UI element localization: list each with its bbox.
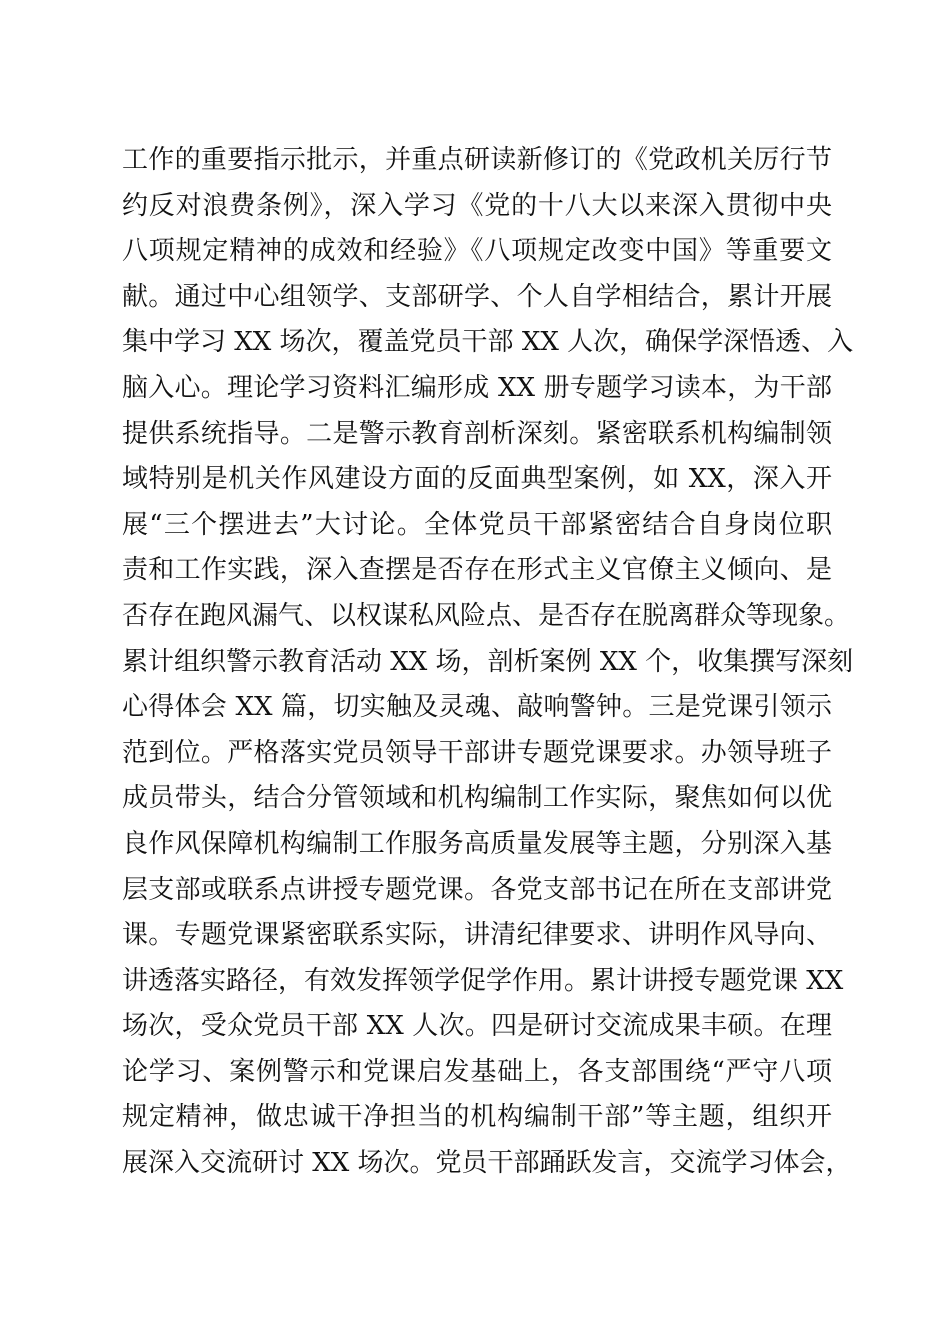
text-line: 论学习、案例警示和党课启发基础上，各支部围绕“严守八项 — [122, 1056, 832, 1087]
text-line: 良作风保障机构编制工作服务高质量发展等主题，分别深入基 — [122, 828, 832, 859]
text-line: 责和工作实践，深入查摆是否存在形式主义官僚主义倾向、是 — [122, 555, 832, 586]
text-line: 范到位。严格落实党员领导干部讲专题党课要求。办领导班子 — [122, 737, 832, 768]
text-line: 八项规定精神的成效和经验》《八项规定改变中国》等重要文 — [122, 236, 832, 267]
text-line: 集中学习 XX 场次，覆盖党员干部 XX 人次，确保学深悟透、入 — [122, 327, 854, 358]
text-line: 约反对浪费条例》，深入学习《党的十八大以来深入贯彻中央 — [122, 190, 832, 221]
text-line: 心得体会 XX 篇，切实触及灵魂、敲响警钟。三是党课引领示 — [122, 692, 832, 723]
text-line: 课。专题党课紧密联系实际，讲清纪律要求、讲明作风导向、 — [122, 920, 832, 951]
text-line: 讲透落实路径，有效发挥领学促学作用。累计讲授专题党课 XX — [122, 965, 844, 996]
text-line: 展深入交流研讨 XX 场次。党员干部踊跃发言，交流学习体会， — [122, 1148, 852, 1179]
text-line: 场次，受众党员干部 XX 人次。四是研讨交流成果丰硕。在理 — [122, 1011, 832, 1042]
body-paragraph — [122, 138, 854, 1187]
text-line: 否存在跑风漏气、以权谋私风险点、是否存在脱离群众等现象。 — [122, 600, 851, 631]
text-line: 域特别是机关作风建设方面的反面典型案例，如 XX，深入开 — [122, 464, 832, 495]
text-line: 累计组织警示教育活动 XX 场，剖析案例 XX 个，收集撰写深刻 — [122, 646, 854, 677]
text-line: 成员带头，结合分管领域和机构编制工作实际，聚焦如何以优 — [122, 783, 832, 814]
text-line: 脑入心。理论学习资料汇编形成 XX 册专题学习读本，为干部 — [122, 372, 832, 403]
text-line: 展“三个摆进去”大讨论。全体党员干部紧密结合自身岗位职 — [122, 509, 832, 540]
text-line: 规定精神，做忠诚干净担当的机构编制干部”等主题，组织开 — [122, 1102, 832, 1133]
text-line: 提供系统指导。二是警示教育剖析深刻。紧密联系机构编制领 — [122, 418, 832, 449]
text-line: 工作的重要指示批示，并重点研读新修订的《党政机关厉行节 — [122, 145, 832, 175]
text-line: 献。通过中心组领学、支部研学、个人自学相结合，累计开展 — [122, 281, 832, 312]
text-line: 层支部或联系点讲授专题党课。各党支部书记在所在支部讲党 — [122, 874, 832, 905]
